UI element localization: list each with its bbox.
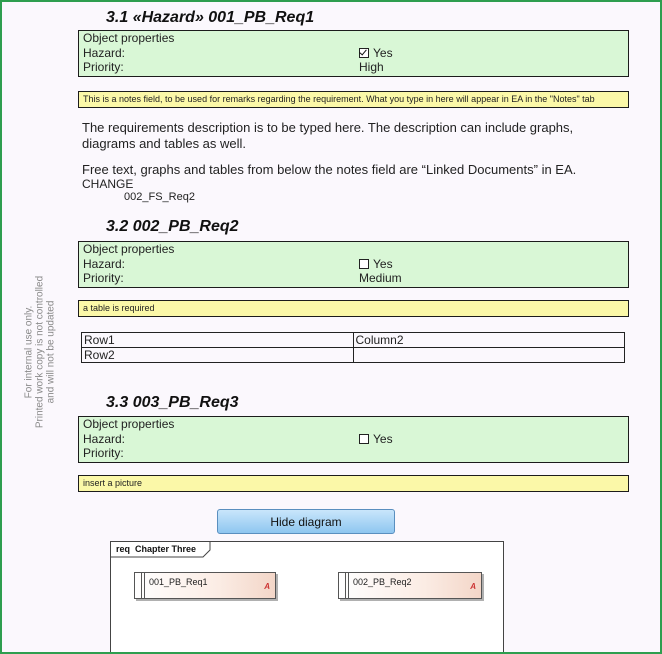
watermark-line-2: Printed work copy is not controlled xyxy=(34,275,46,429)
hazard-row xyxy=(79,257,628,272)
element-label: 002_PB_Req2 xyxy=(353,577,412,587)
table-row xyxy=(82,333,625,348)
object-properties-req2 xyxy=(78,241,629,288)
table-cell xyxy=(353,348,625,363)
requirement-marker-icon: A xyxy=(264,582,270,591)
notes-field-req3: insert a picture xyxy=(78,475,629,492)
diagram-name: Chapter Three xyxy=(135,544,197,554)
object-properties-req1 xyxy=(78,30,629,77)
hazard-label: Hazard: xyxy=(83,431,126,446)
priority-value: Medium xyxy=(359,271,402,285)
element-bar xyxy=(141,573,145,598)
description-paragraph-1: The requirements description is to be typed here. The description can include graphs, diagrams and tables as well. xyxy=(82,120,574,151)
props-title: Object properties xyxy=(83,417,175,431)
hazard-value xyxy=(359,432,393,446)
requirements-table xyxy=(81,332,625,363)
diagram-title xyxy=(116,544,196,554)
requirements-diagram xyxy=(110,541,504,654)
hazard-label: Hazard: xyxy=(83,256,126,271)
table-cell: Column2 xyxy=(353,333,625,348)
hazard-row xyxy=(79,46,628,61)
hazard-checkbox[interactable] xyxy=(359,48,369,58)
hazard-yes-label: Yes xyxy=(373,256,393,271)
watermark-line-1: For internal use only. xyxy=(23,305,35,399)
change-label: CHANGE xyxy=(82,177,134,191)
element-bar xyxy=(345,573,349,598)
hazard-yes-label: Yes xyxy=(373,431,393,446)
props-title: Object properties xyxy=(83,31,175,45)
linked-requirement-link[interactable]: 002_FS_Req2 xyxy=(124,191,195,203)
hazard-label: Hazard: xyxy=(83,45,126,60)
props-title-row xyxy=(79,417,628,432)
notes-field-req2: a table is required xyxy=(78,300,629,317)
diagram-kind: req xyxy=(116,544,131,554)
section-heading-3-3: 3.3 003_PB_Req3 xyxy=(106,394,239,411)
object-properties-req3 xyxy=(78,416,629,463)
props-title-row xyxy=(79,242,628,257)
priority-label: Priority: xyxy=(83,271,124,285)
hazard-yes-label: Yes xyxy=(373,45,393,60)
diagram-element-req2[interactable] xyxy=(338,572,482,599)
requirement-marker-icon: A xyxy=(470,582,476,591)
priority-label: Priority: xyxy=(83,60,124,74)
description-paragraph-2: Free text, graphs and tables from below the notes field are “Linked Documents” in EA. xyxy=(82,162,577,177)
table-row xyxy=(82,348,625,363)
props-title: Object properties xyxy=(83,242,175,256)
section-heading-3-2: 3.2 002_PB_Req2 xyxy=(106,218,239,235)
internal-use-watermark xyxy=(24,276,57,428)
priority-row xyxy=(79,446,628,461)
priority-row xyxy=(79,271,628,286)
hazard-value xyxy=(359,46,393,60)
priority-label: Priority: xyxy=(83,446,124,460)
element-label: 001_PB_Req1 xyxy=(149,577,208,587)
priority-value: High xyxy=(359,60,384,74)
diagram-element-req1[interactable] xyxy=(134,572,276,599)
hazard-checkbox[interactable] xyxy=(359,259,369,269)
table-cell: Row2 xyxy=(82,348,354,363)
watermark-line-3: and will not be updated xyxy=(45,300,57,404)
section-heading-3-1: 3.1 «Hazard» 001_PB_Req1 xyxy=(106,9,315,26)
hazard-checkbox[interactable] xyxy=(359,434,369,444)
hazard-row xyxy=(79,432,628,447)
priority-row xyxy=(79,60,628,75)
notes-field-req1: This is a notes field, to be used for remarks regarding the requirement. What you type in here will appear in EA in the "Notes" tab xyxy=(78,91,629,108)
hazard-value xyxy=(359,257,393,271)
props-title-row xyxy=(79,31,628,46)
hide-diagram-button[interactable]: Hide diagram xyxy=(217,509,395,534)
table-cell: Row1 xyxy=(82,333,354,348)
